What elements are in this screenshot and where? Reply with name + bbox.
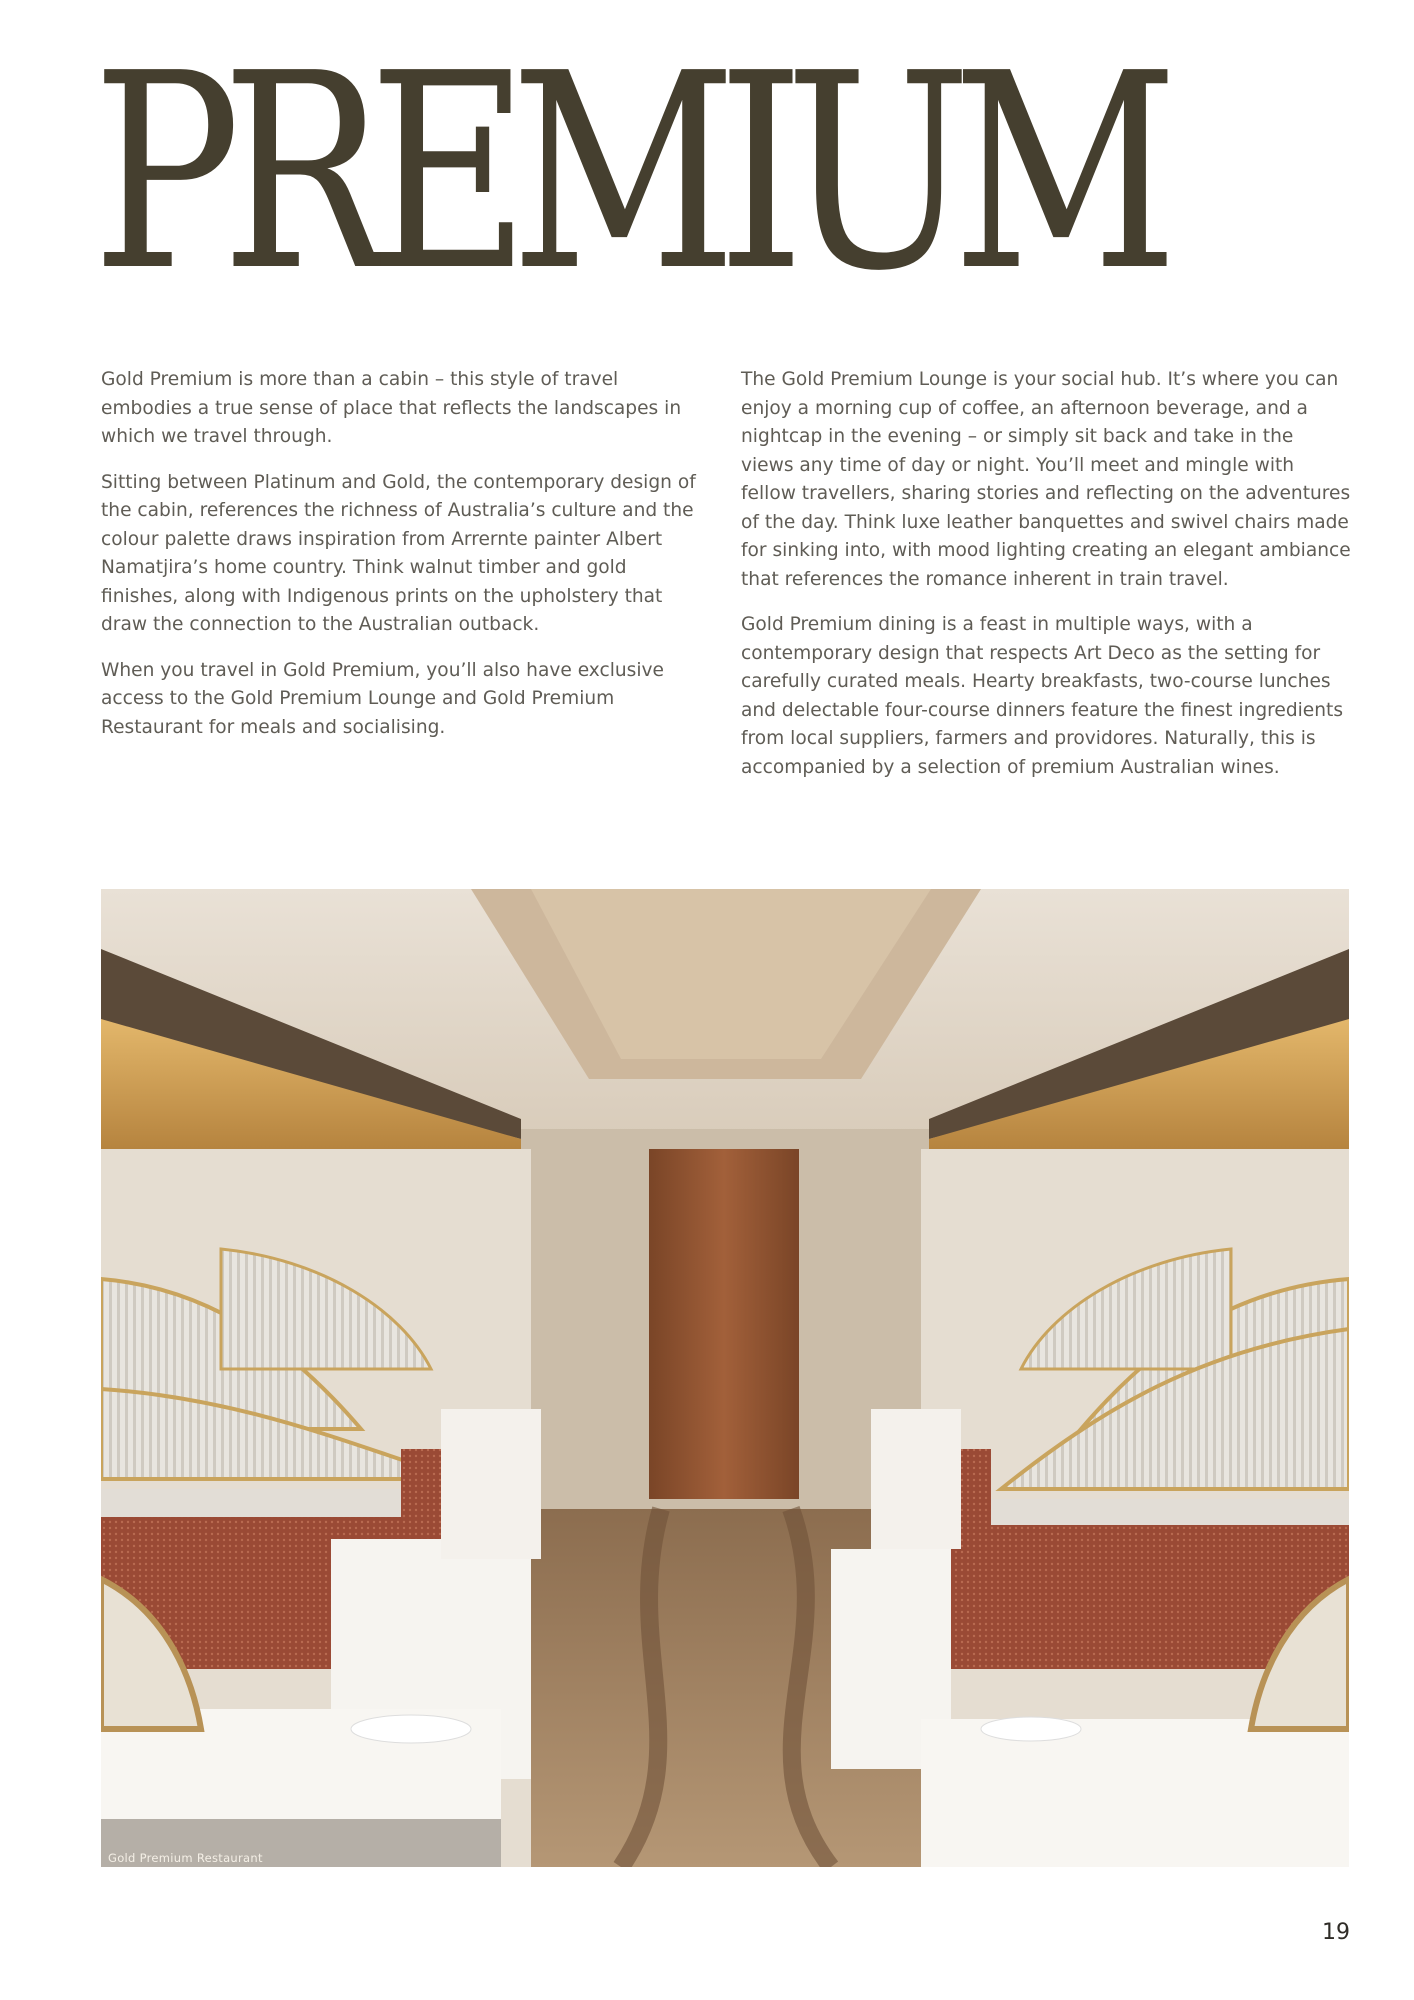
paragraph: Gold Premium dining is a feast in multiple ways, with a contemporary design that respects Art Deco as the setting for carefully curated meals. Hearty breakfasts, two-course lunches and delectable four-course dinners feature the finest ingredients from local suppliers, farmers and providores. Naturally, this is accompanied by a selection of premium Australian wines.	[741, 614, 1344, 778]
restaurant-photo	[101, 889, 1349, 1867]
right-text-column	[741, 366, 1351, 799]
page-number: 19	[1322, 1920, 1350, 1945]
left-text-column	[101, 366, 701, 759]
paragraph: Gold Premium is more than a cabin – this style of travel embodies a true sense of place that reflects the landscapes in which we travel through.	[101, 369, 682, 447]
photo-caption: Gold Premium Restaurant	[108, 1851, 263, 1865]
paragraph: When you travel in Gold Premium, you’ll also have exclusive access to the Gold Premium Lounge and Gold Premium Restaurant for meals and socialising.	[101, 659, 664, 738]
page-title: PREMIUM	[92, 15, 1159, 330]
paragraph: The Gold Premium Lounge is your social hub. It’s where you can enjoy a morning cup of coffee, an afternoon beverage, and a nightcap in the evening – or simply sit back and take in the views any time of day or night. You’ll meet and mingle with fellow travellers, sharing stories and reflecting on the adventures of the day. Think luxe leather banquettes and swivel chairs made for sinking into, with mood lighting creating an elegant ambiance that references the romance inherent in train travel.	[741, 369, 1351, 590]
paragraph: Sitting between Platinum and Gold, the contemporary design of the cabin, references the richness of Australia’s culture and the colour palette draws inspiration from Arrernte painter Albert Namatjira’s home country. Think walnut timber and gold finishes, along with Indigenous prints on the upholstery that draw the connection to the Australian outback.	[101, 471, 696, 635]
